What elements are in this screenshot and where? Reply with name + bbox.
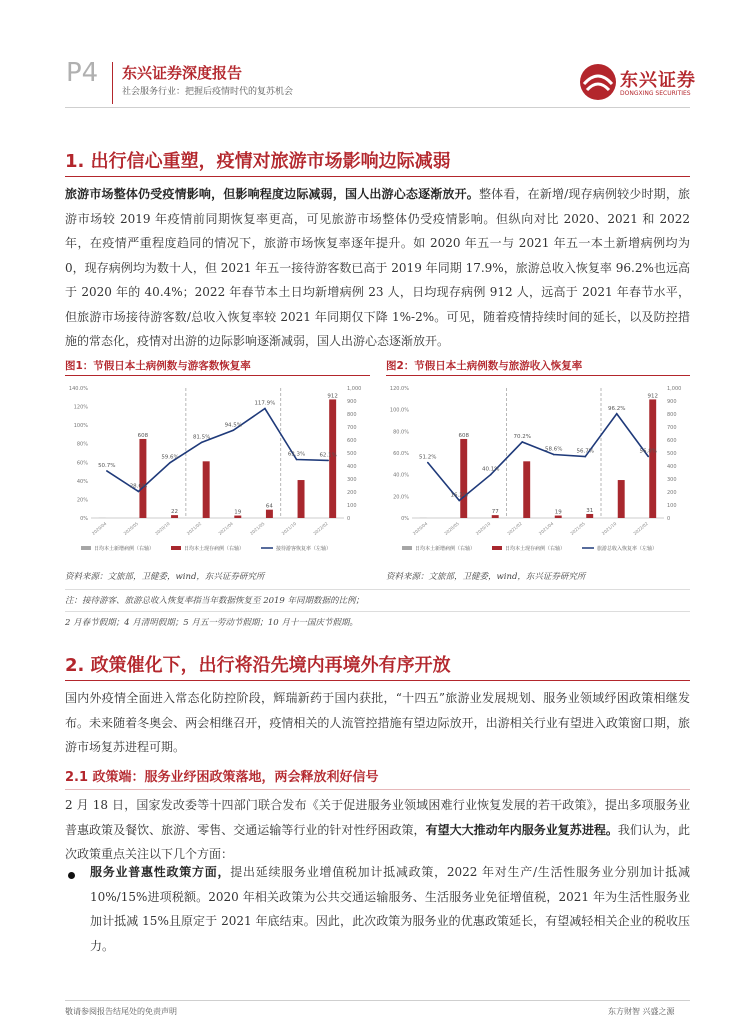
subsection-rule bbox=[65, 789, 690, 790]
bar-data-label: 912 bbox=[647, 393, 658, 400]
section-1-lead: 旅游市场整体仍受疫情影响，但影响程度边际减弱，国人出游心态逐渐放开。 bbox=[65, 187, 479, 201]
header-rule bbox=[65, 107, 690, 108]
bar-data-label: 31 bbox=[586, 507, 594, 514]
legend-label-existing: 日均本土现存病例（右轴） bbox=[184, 546, 245, 552]
x-tick-label: 2020/04 bbox=[411, 520, 429, 536]
bar-data-label: 22 bbox=[171, 509, 179, 516]
y-left-tick-label: 80% bbox=[76, 441, 88, 448]
line-point bbox=[584, 456, 586, 458]
section-1-paragraph bbox=[65, 182, 690, 354]
figure-note-rule bbox=[65, 611, 690, 612]
section-1-heading: 1. 出行信心重塑，疫情对旅游市场影响边际减弱 bbox=[65, 151, 451, 172]
y-right-tick-label: 0 bbox=[667, 516, 671, 522]
y-right-tick-label: 100 bbox=[347, 503, 357, 509]
line-point bbox=[169, 462, 171, 464]
line-point bbox=[106, 470, 108, 472]
line-data-label: 70.2% bbox=[513, 433, 531, 440]
x-tick-label: 2022/02 bbox=[312, 520, 329, 536]
y-right-tick-label: 0 bbox=[347, 516, 351, 522]
line-data-label: 56.8% bbox=[639, 448, 657, 455]
x-tick-label: 2021/05 bbox=[569, 520, 586, 536]
figure-1-chart bbox=[65, 380, 370, 560]
line-point bbox=[138, 491, 140, 493]
y-left-tick-label: 120% bbox=[73, 404, 88, 411]
figure-2-chart bbox=[386, 380, 690, 560]
y-left-tick-label: 100% bbox=[73, 423, 88, 430]
footer-slogan: 东方财智 兴盛之源 bbox=[608, 1007, 675, 1016]
x-tick-label: 2021/10 bbox=[280, 520, 298, 536]
legend-label-new: 日均本土新增病例（右轴） bbox=[415, 546, 476, 552]
x-tick-label: 2020/10 bbox=[154, 520, 171, 536]
bar-existing-cases bbox=[171, 515, 178, 518]
y-right-tick-label: 700 bbox=[347, 425, 357, 431]
figure-1-title: 图1：节假日本土病例数与游客数恢复率 bbox=[65, 360, 251, 372]
figure-1-source: 资料来源：文旅部，卫健委，wind，东兴证券研究所 bbox=[65, 572, 265, 582]
y-left-tick-label: 20% bbox=[76, 497, 88, 504]
y-right-tick-label: 400 bbox=[347, 464, 357, 470]
legend-swatch-new bbox=[81, 546, 91, 550]
x-tick-label: 2021/10 bbox=[600, 520, 618, 536]
x-tick-label: 2021/04 bbox=[537, 520, 555, 536]
y-right-tick-label: 900 bbox=[667, 399, 677, 405]
y-left-tick-label: 0% bbox=[401, 516, 409, 522]
line-point bbox=[458, 500, 460, 502]
line-data-label: 62.1% bbox=[319, 452, 337, 459]
line-data-label: 96.2% bbox=[608, 405, 626, 412]
line-point bbox=[327, 460, 329, 462]
bar-existing-cases bbox=[298, 480, 305, 518]
bar-data-label: 608 bbox=[458, 432, 469, 439]
bar-existing-cases bbox=[649, 399, 656, 518]
bullet-paragraph bbox=[90, 860, 690, 958]
line-data-label: 40.1% bbox=[482, 466, 500, 473]
x-tick-label: 2021/05 bbox=[249, 520, 266, 536]
subsection-2-1-paragraph bbox=[65, 793, 690, 867]
y-right-tick-label: 1,000 bbox=[347, 386, 362, 392]
legend-label-existing: 日均本土现存病例（右轴） bbox=[505, 546, 566, 552]
line-point bbox=[553, 454, 555, 456]
section-2-heading: 2. 政策催化下，出行将沿先境内再境外有序开放 bbox=[65, 655, 451, 676]
y-right-tick-label: 600 bbox=[667, 438, 677, 444]
company-logo-english: DONGXING SECURITIES bbox=[620, 90, 691, 97]
y-right-tick-label: 100 bbox=[667, 503, 677, 509]
section-1-rule bbox=[65, 176, 690, 177]
bar-existing-cases bbox=[523, 461, 530, 518]
y-right-tick-label: 900 bbox=[347, 399, 357, 405]
bar-existing-cases bbox=[586, 514, 593, 518]
policy-intro: 2 月 18 日，国家发改委等十四部门联合发布《关于促进服务业领域困难行业恢复发展的若干政策》，提出多项服务业普惠政策及餐饮、旅游、零售、交通运输等行业的针对性纾困政策， bbox=[65, 798, 690, 837]
y-left-tick-label: 60% bbox=[76, 460, 88, 467]
y-right-tick-label: 500 bbox=[347, 451, 357, 457]
y-right-tick-label: 600 bbox=[347, 438, 357, 444]
footer-disclaimer: 敬请参阅报告结尾处的免责声明 bbox=[65, 1007, 177, 1016]
bar-existing-cases bbox=[492, 515, 499, 518]
y-left-tick-label: 0% bbox=[80, 516, 88, 522]
bar-existing-cases bbox=[329, 399, 336, 518]
x-tick-label: 2021/02 bbox=[506, 520, 523, 536]
bar-existing-cases bbox=[234, 516, 241, 518]
line-data-label: 50.7% bbox=[98, 462, 116, 469]
x-tick-label: 2021/04 bbox=[217, 520, 234, 536]
figure-2-rule bbox=[386, 375, 690, 376]
y-right-tick-label: 800 bbox=[347, 412, 357, 418]
legend-swatch-new bbox=[402, 546, 412, 550]
page-number: P4 bbox=[66, 58, 99, 88]
line-point bbox=[296, 459, 298, 461]
section-2-rule bbox=[65, 680, 690, 681]
x-tick-label: 2020/10 bbox=[474, 520, 492, 536]
x-tick-label: 2020/05 bbox=[122, 520, 140, 536]
x-tick-label: 2021/02 bbox=[185, 520, 203, 536]
line-point bbox=[201, 442, 203, 444]
bullet-lead: 服务业普惠性政策方面， bbox=[90, 865, 231, 879]
x-tick-label: 2020/04 bbox=[90, 520, 108, 536]
bar-existing-cases bbox=[203, 461, 210, 518]
y-left-tick-label: 40.0% bbox=[393, 472, 409, 479]
line-point bbox=[616, 413, 618, 415]
header-divider bbox=[112, 62, 113, 104]
y-right-tick-label: 1,000 bbox=[667, 386, 682, 392]
legend-label-line: 旅游总收入恢复率（左轴） bbox=[597, 546, 658, 552]
legend-swatch-existing bbox=[492, 546, 502, 550]
line-data-label: 58.6% bbox=[545, 446, 563, 453]
bar-data-label: 608 bbox=[137, 432, 149, 439]
y-right-tick-label: 400 bbox=[667, 464, 677, 470]
figure-source-rule bbox=[65, 589, 690, 590]
line-data-label: 81.5% bbox=[192, 434, 211, 441]
line-data-label: 59.6% bbox=[161, 454, 179, 461]
y-left-tick-label: 80.0% bbox=[393, 429, 409, 436]
bar-existing-cases bbox=[618, 480, 625, 518]
subsection-2-1-heading: 2.1 政策端：服务业纾困政策落地，两会释放利好信号 bbox=[65, 770, 379, 785]
y-right-tick-label: 200 bbox=[667, 490, 677, 496]
line-data-label: 94.5% bbox=[224, 422, 243, 429]
x-tick-label: 2020/05 bbox=[443, 520, 460, 536]
bar-data-label: 64 bbox=[265, 503, 273, 510]
policy-tail: 我们认为，此次政策重点关注以下几个方面： bbox=[65, 822, 690, 861]
section-2-paragraph: 国内外疫情全面进入常态化防控阶段，辉瑞新药于国内获批，“十四五”旅游业发展规划、服务业领域纾困政策相继发布。未来随着冬奥会、两会相继召开，疫情相关的人流管控措施有望边际放开，出游相关行业有望进入政策窗口期，旅游市场复苏进程可期。 bbox=[65, 691, 690, 754]
legend-swatch-existing bbox=[171, 546, 181, 550]
y-left-tick-label: 20.0% bbox=[393, 494, 409, 501]
bar-existing-cases bbox=[139, 439, 146, 518]
footer-rule bbox=[65, 1000, 690, 1001]
y-right-tick-label: 300 bbox=[667, 477, 677, 483]
bar-data-label: 912 bbox=[327, 393, 338, 400]
line-point bbox=[233, 429, 235, 431]
bar-data-label: 77 bbox=[491, 509, 499, 516]
line-data-label: 51.2% bbox=[419, 454, 437, 461]
bar-existing-cases bbox=[555, 516, 562, 518]
bullet-body: 提出延续服务业增值税加计抵减政策，2022 年对生产/生活性服务业分别加计抵减 10%/15%进项税额。2020 年相关政策为公共交通运输服务、生活服务业免征增值税，2021 年为生活性服务业加计抵减 15%且原定于 2021 年底结束。因此，此次政策为服务业的优惠政策延长，有望减轻相关企业的税收压力。 bbox=[90, 865, 690, 953]
report-brand-title: 东兴证券深度报告 bbox=[122, 64, 243, 82]
figure-2-source: 资料来源：文旅部，卫健委，wind，东兴证券研究所 bbox=[386, 572, 586, 582]
bar-data-label: 19 bbox=[554, 509, 562, 516]
y-left-tick-label: 120.0% bbox=[389, 386, 409, 392]
bar-data-label: 19 bbox=[234, 509, 242, 516]
line-point bbox=[647, 456, 649, 458]
line-data-label: 63.3% bbox=[287, 451, 306, 458]
line-point bbox=[427, 462, 429, 464]
policy-highlight: 有望大大推动年内服务业复苏进程。 bbox=[425, 822, 618, 837]
y-right-tick-label: 300 bbox=[347, 477, 357, 483]
figure-2-title: 图2：节假日本土病例数与旅游收入恢复率 bbox=[386, 360, 583, 372]
company-logo-icon bbox=[578, 62, 618, 102]
line-data-label: 16.2% bbox=[450, 492, 468, 499]
line-data-label: 56.7% bbox=[576, 448, 594, 455]
line-point bbox=[264, 408, 266, 410]
line-data-label: 28.6% bbox=[129, 483, 148, 490]
y-left-tick-label: 60.0% bbox=[393, 451, 409, 457]
y-left-tick-label: 140.0% bbox=[68, 386, 88, 392]
company-logo-text: 东兴证券 bbox=[620, 70, 696, 91]
line-point bbox=[490, 474, 492, 476]
legend-label-new: 日均本土新增病例（右轴） bbox=[94, 546, 155, 552]
line-point bbox=[521, 441, 523, 443]
line-data-label: 117.9% bbox=[254, 400, 276, 407]
y-right-tick-label: 700 bbox=[667, 425, 677, 431]
x-tick-label: 2022/02 bbox=[632, 520, 649, 536]
report-subtitle: 社会服务行业：把握后疫情时代的复苏机会 bbox=[122, 87, 294, 97]
legend-label-line: 接待游客恢复率（左轴） bbox=[276, 546, 332, 552]
y-left-tick-label: 40% bbox=[76, 478, 88, 485]
bar-existing-cases bbox=[460, 439, 467, 518]
y-left-tick-label: 100.0% bbox=[389, 407, 409, 414]
bar-existing-cases bbox=[266, 510, 273, 518]
figure-1-rule bbox=[65, 375, 370, 376]
y-right-tick-label: 800 bbox=[667, 412, 677, 418]
figure-note-1: 注：接待游客、旅游总收入恢复率指当年数据恢复至 2019 年同期数据的比例； bbox=[65, 596, 365, 606]
figure-note-2: 2 月春节假期；4 月清明假期；5 月五一劳动节假期；10 月十一国庆节假期。 bbox=[65, 618, 358, 628]
bullet-icon bbox=[68, 872, 75, 879]
section-1-body: 整体看，在新增/现存病例较少时期，旅游市场较 2019 年疫情前同期恢复率更高，可见旅游市场整体仍受疫情影响。但纵向对比 2020、2021 和 2022 年，在疫情严重程度趋同的情况下，旅游市场恢复率逐年提升。如 2020 年五一与 2021 年五一本土新增病例均为 0，现存病例均为数十人，但 2021 年五一接待游客数已高于 2019 年同期 17.9%，旅游总收入恢复率 96.2%也远高于 2020 年的 40.4%；2022 年春节本土日均新增病例 23 人，日均现存病例 912 人，远高于 2021 年春节水平，但旅游市场接待游客数/总收入恢复率较 2021 年同期仅下降 1%-2%。可见，随着疫情持续时间的延长，以及防控措施的常态化，疫情对出游的边际影响逐渐减弱，国人出游心态逐渐放开。 bbox=[65, 187, 690, 348]
y-right-tick-label: 200 bbox=[347, 490, 357, 496]
y-right-tick-label: 500 bbox=[667, 451, 677, 457]
